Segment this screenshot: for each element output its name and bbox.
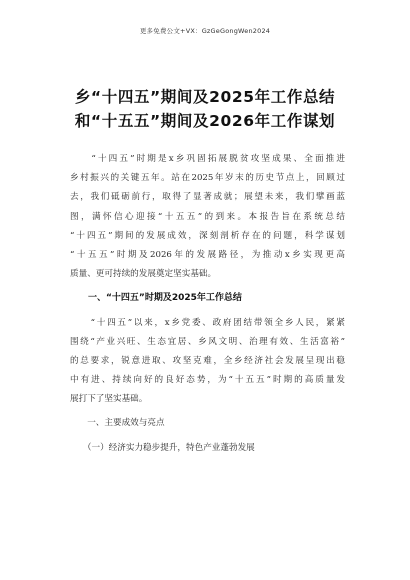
subheading-1: 一、主要成效与亮点 <box>70 418 165 429</box>
paragraph-line: “十四五”时期是x乡巩固拓展脱贫攻坚成果、全面推进 <box>70 154 345 164</box>
paragraph-line: 去，我们砥砺前行，取得了显著成就；展望未来，我们擘画蓝 <box>70 192 345 203</box>
subheading-2: （一）经济实力稳步提升，特色产业蓬勃发展 <box>70 442 255 453</box>
section-paragraph <box>70 314 345 410</box>
paragraph-line: “十四五”期间的发展成效，深刻剖析存在的问题，科学谋划 <box>70 230 345 241</box>
paragraph-line: 图，满怀信心迎接“十五五”的到来。本报告旨在系统总结 <box>70 211 345 222</box>
paragraph-line: 的总要求，锐意进取、攻坚克难，全乡经济社会发展呈现出稳 <box>70 355 345 366</box>
paragraph-line: 乡村振兴的关键五年。站在2025年岁末的历史节点上，回顾过 <box>70 173 345 184</box>
title-line-2: 和“十五五”期间及2026年工作谋划 <box>74 112 336 130</box>
paragraph-line: 中有进、持续向好的良好态势，为“十五五”时期的高质量发 <box>70 375 345 386</box>
paragraph-line: 围绕“产业兴旺、生态宜居、乡风文明、治理有效、生活富裕” <box>70 336 345 347</box>
watermark-header: 更多免费公文+VX：GzGeGongWen2024 <box>139 27 271 35</box>
intro-paragraph <box>70 150 345 284</box>
section-heading: 一、“十四五”时期及2025年工作总结 <box>70 293 242 304</box>
paragraph-line: 质量、更可持续的发展奠定坚实基础。 <box>70 269 217 280</box>
document-body <box>70 150 345 458</box>
paragraph-line: “十四五”以来，x乡党委、政府团结带领全乡人民，紧紧 <box>70 317 345 328</box>
paragraph-line: “十五五”时期及2026年的发展路径，为推动x乡实现更高 <box>70 249 345 260</box>
title-line-1: 乡“十四五”期间及2025年工作总结 <box>74 88 336 106</box>
paragraph-line: 展打下了坚实基础。 <box>70 394 148 405</box>
